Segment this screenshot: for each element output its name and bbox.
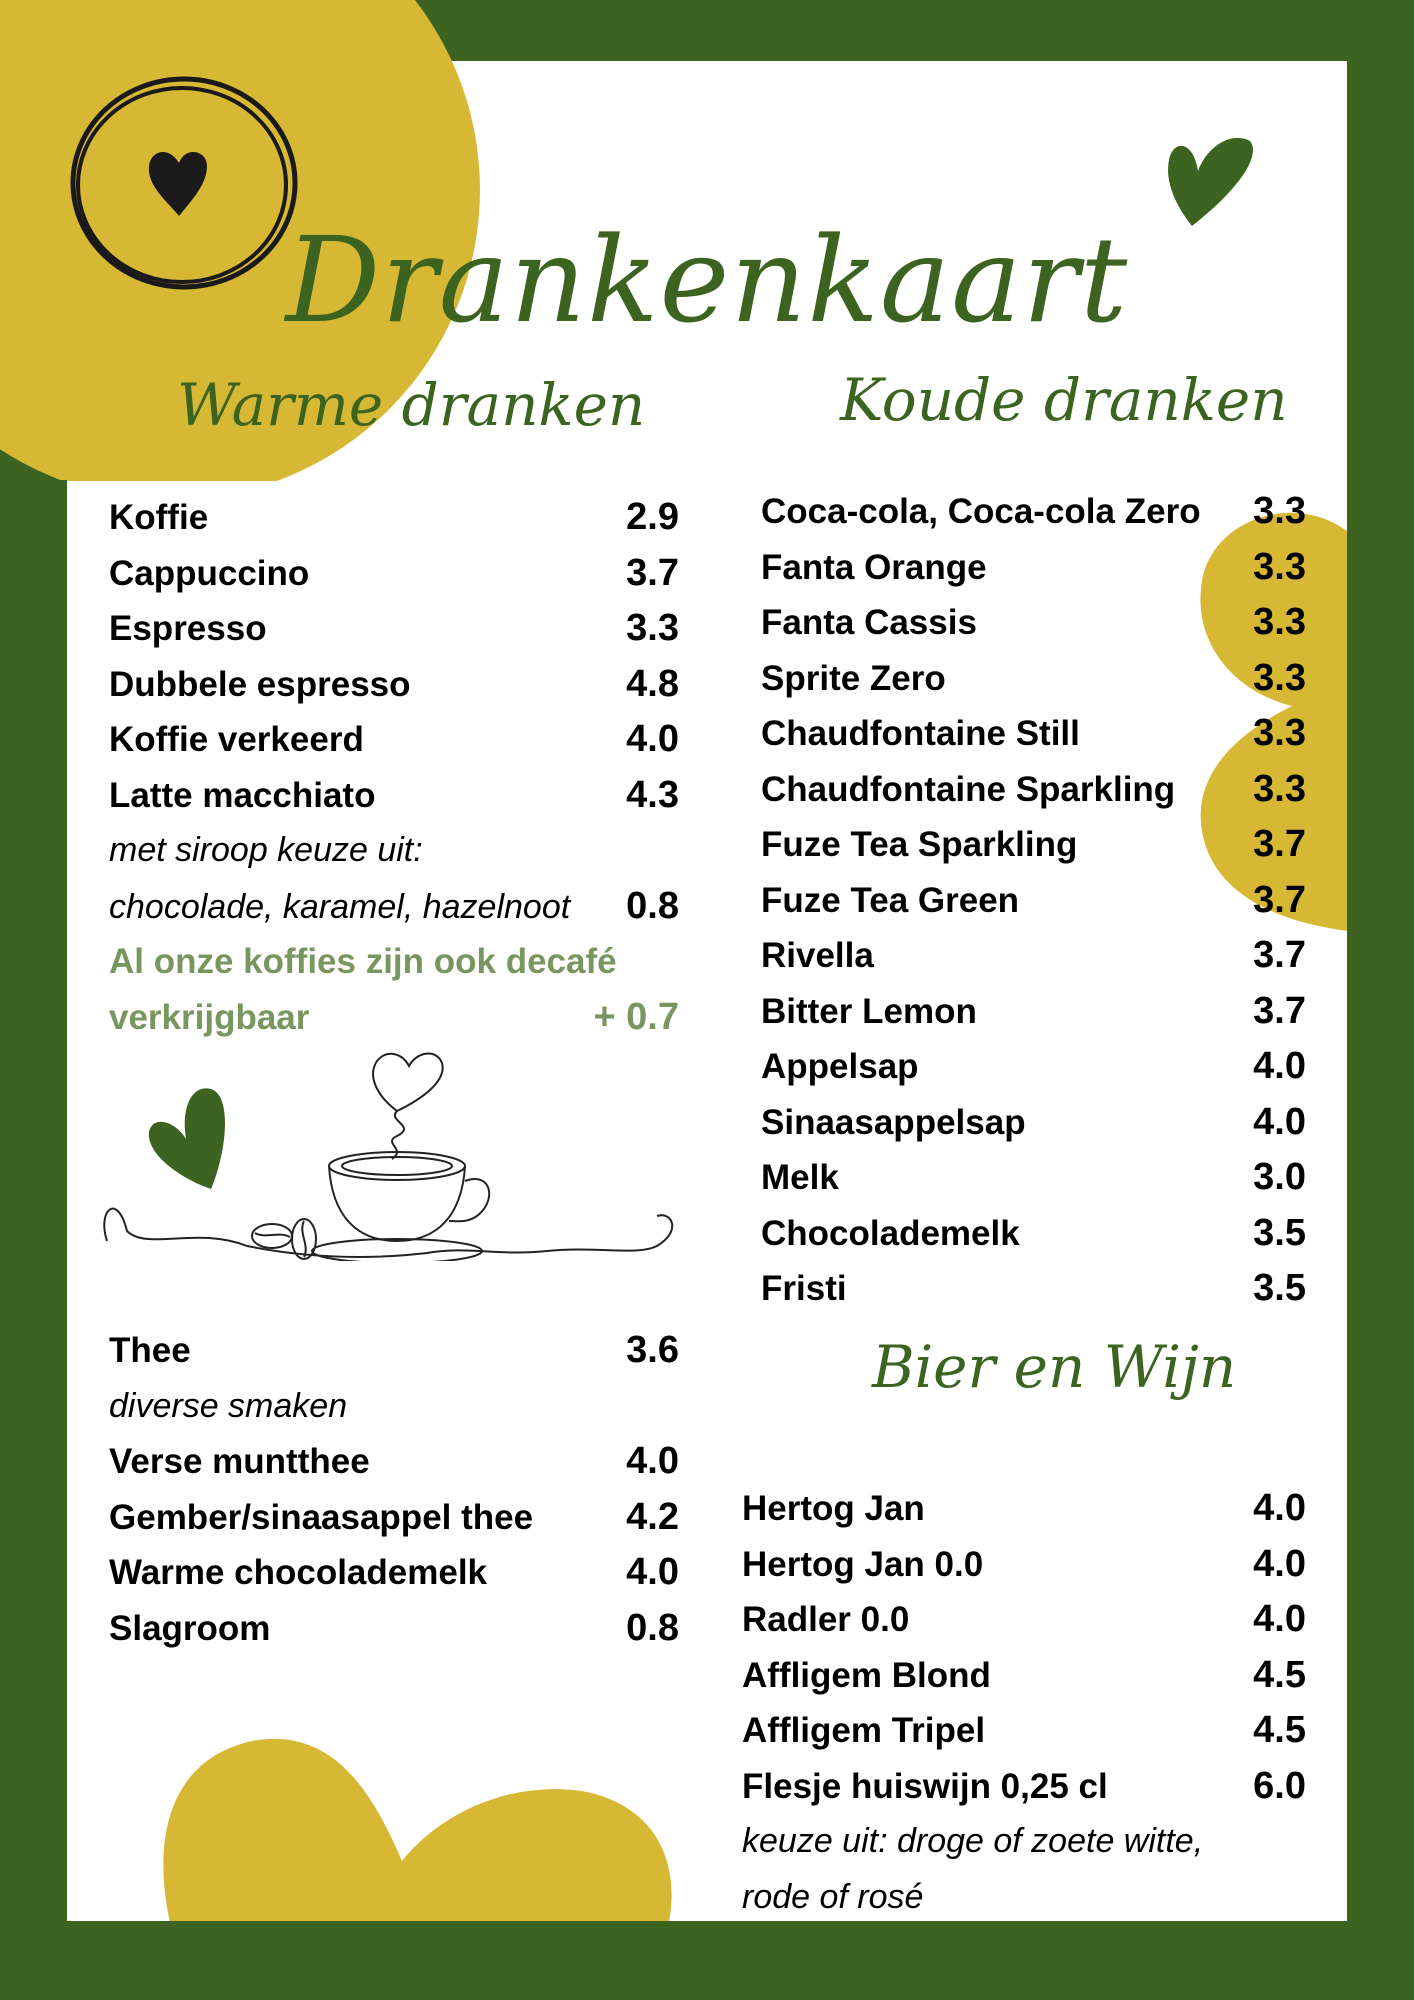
list-item: Espresso 3.3 — [109, 607, 679, 649]
list-item: Verse muntthee 4.0 — [109, 1440, 679, 1482]
decaf-note: Al onze koffies zijn ook decafé — [109, 942, 617, 981]
list-item: Hertog Jan 0.0 4.0 — [742, 1542, 1306, 1585]
list-item: Fanta Cassis 3.3 — [761, 601, 1306, 643]
list-item: Cappuccino 3.7 — [109, 551, 679, 594]
bier-en-wijn-title: Bier en Wijn — [872, 1333, 1237, 1401]
list-item: Dubbele espresso 4.8 — [109, 662, 679, 705]
syrup-options: chocolade, karamel, hazelnoot 0.8 — [109, 884, 679, 927]
menu-card — [67, 61, 1347, 1921]
list-item: Fanta Orange 3.3 — [761, 545, 1306, 588]
bottom-yellow-heart — [122, 1731, 682, 1921]
list-item: Warme chocolademelk 4.0 — [109, 1551, 679, 1593]
list-item: Coca-cola, Coca-cola Zero 3.3 — [761, 490, 1306, 532]
decaf-price: verkrijgbaar + 0.7 — [109, 995, 679, 1038]
wine-note: rode of rosé — [742, 1877, 924, 1916]
list-item: Thee 3.6 — [109, 1329, 679, 1371]
list-item: Koffie 2.9 — [109, 496, 679, 538]
list-item: Slagroom 0.8 — [109, 1606, 679, 1649]
koude-dranken-list — [761, 484, 1306, 1317]
list-item: Radler 0.0 4.0 — [742, 1598, 1306, 1640]
thee-note: diverse smaken — [109, 1386, 348, 1425]
list-item: Chocolademelk 3.5 — [761, 1211, 1306, 1254]
wine-note: keuze uit: droge of zoete witte, — [742, 1822, 1204, 1860]
list-item: Latte macchiato 4.3 — [109, 773, 679, 816]
warme-dranken-title: Warme dranken — [177, 371, 646, 439]
list-item: Chaudfontaine Still 3.3 — [761, 712, 1306, 754]
list-item: Affligem Blond 4.5 — [742, 1653, 1306, 1696]
coffee-cup-illustration — [97, 1041, 697, 1261]
list-item: Sinaasappelsap 4.0 — [761, 1100, 1306, 1143]
list-item: Affligem Tripel 4.5 — [742, 1709, 1306, 1751]
list-item: Appelsap 4.0 — [761, 1045, 1306, 1087]
list-item: Rivella 3.7 — [761, 934, 1306, 976]
koude-dranken-title: Koude dranken — [840, 366, 1288, 434]
list-item: Chaudfontaine Sparkling 3.3 — [761, 767, 1306, 810]
syrup-note: met siroop keuze uit: — [109, 831, 423, 869]
list-item: Koffie verkeerd 4.0 — [109, 718, 679, 760]
list-item: Melk 3.0 — [761, 1156, 1306, 1198]
list-item: Bitter Lemon 3.7 — [761, 989, 1306, 1032]
list-item: Flesje huiswijn 0,25 cl 6.0 — [742, 1764, 1306, 1807]
list-item: Fuze Tea Sparkling 3.7 — [761, 823, 1306, 865]
thee-list — [109, 1323, 679, 1656]
list-item: Hertog Jan 4.0 — [742, 1487, 1306, 1529]
list-item: Gember/sinaasappel thee 4.2 — [109, 1495, 679, 1538]
page-title: Drankenkaart — [285, 211, 1129, 349]
bier-en-wijn-list — [742, 1481, 1306, 1921]
warme-dranken-list — [109, 490, 679, 1045]
list-item: Sprite Zero 3.3 — [761, 656, 1306, 699]
list-item: Fuze Tea Green 3.7 — [761, 878, 1306, 921]
list-item: Fristi 3.5 — [761, 1267, 1306, 1309]
